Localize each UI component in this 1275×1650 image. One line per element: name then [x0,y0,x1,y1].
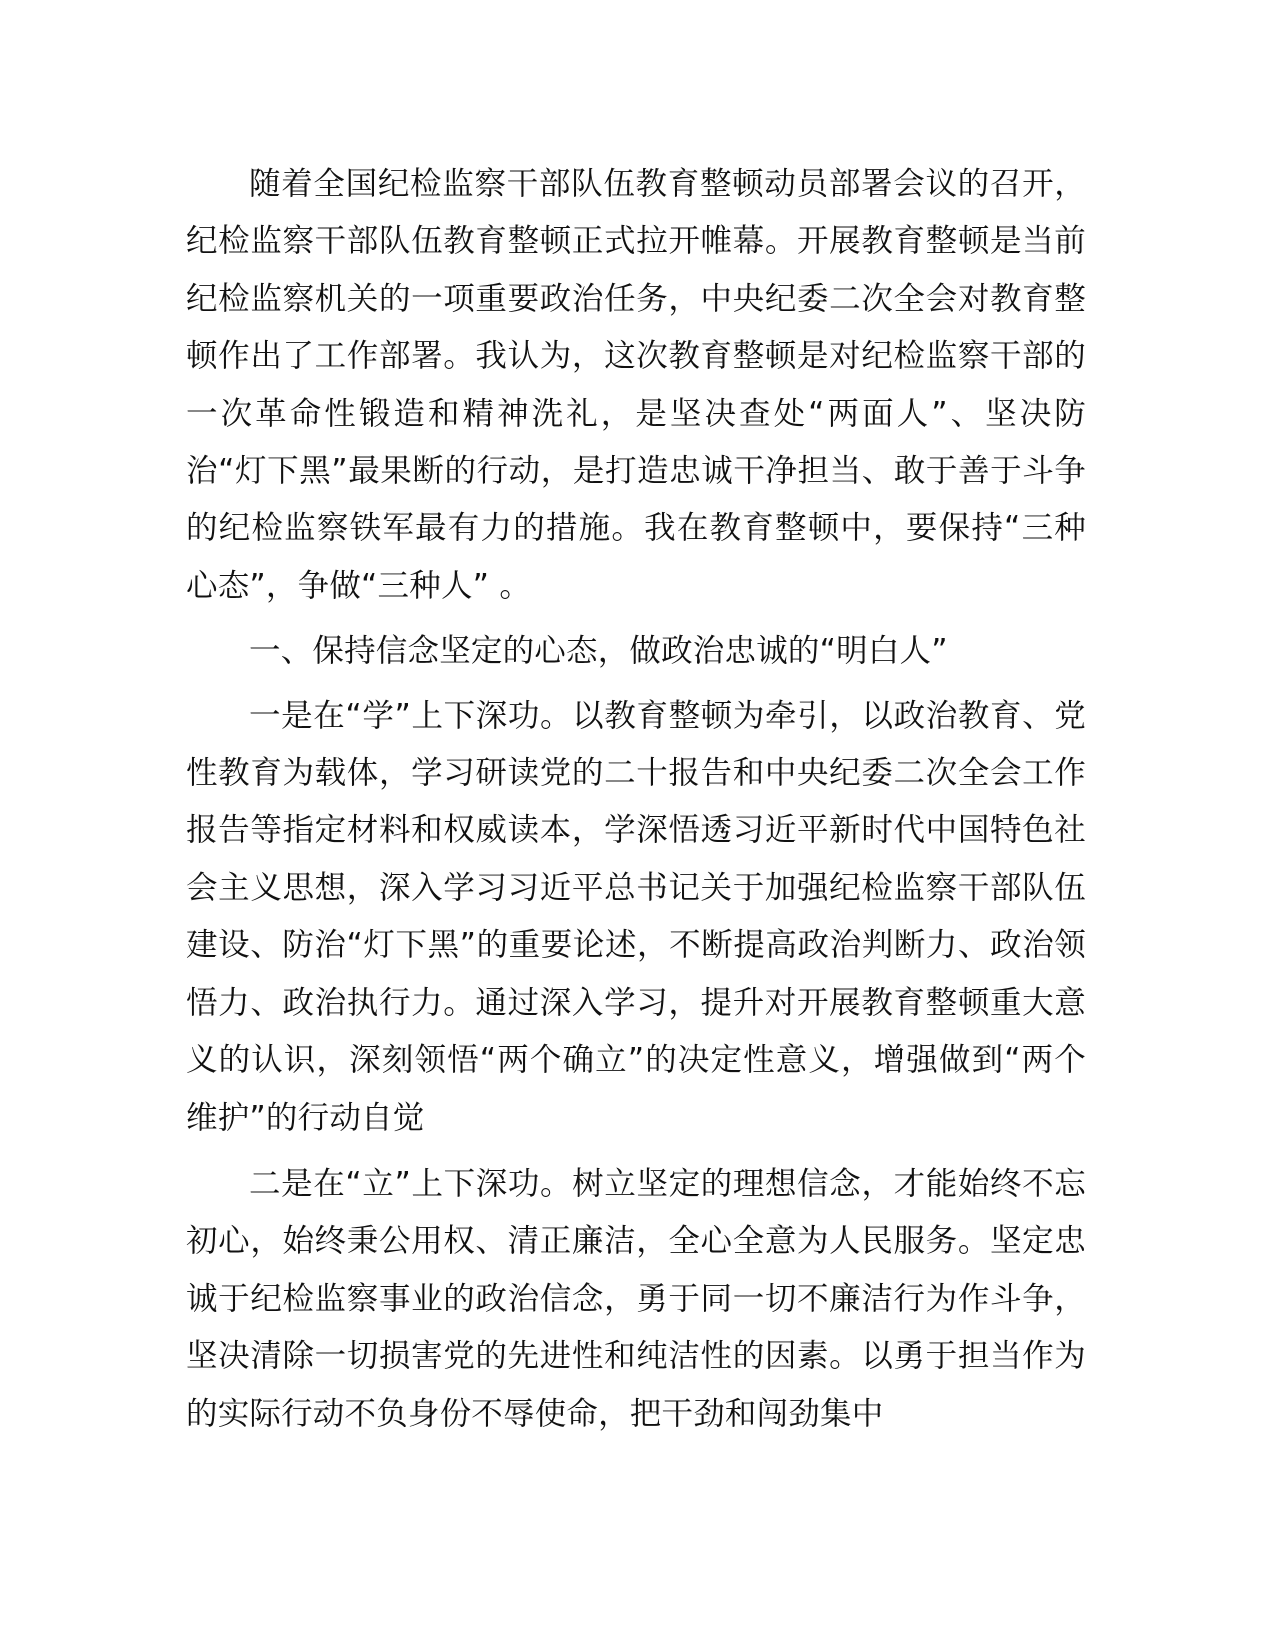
document-body [186,156,1086,1452]
intro-paragraph: 随着全国纪检监察干部队伍教育整顿动员部署会议的召开，纪检监察干部队伍教育整顿正式拉开帷幕。开展教育整顿是当前纪检监察机关的一项重要政治任务，中央纪委二次全会对教育整顿作出了工作部署。我认为，这次教育整顿是对纪检监察干部的一次革命性锻造和精神洗礼，是坚决查处“两面人”、坚决防治“灯下黑”最果断的行动，是打造忠诚干净担当、敢于善于斗争的纪检监察铁军最有力的措施。我在教育整顿中，要保持“三种心态”，争做“三种人” 。 [186,166,1086,604]
body-paragraph-study: 一是在“学”上下深功。以教育整顿为牵引，以政治教育、党性教育为载体，学习研读党的二十报告和中央纪委二次全会工作报告等指定材料和权威读本，学深悟透习近平新时代中国特色社会主义思想，深入学习习近平总书记关于加强纪检监察干部队伍建设、防治“灯下黑”的重要论述，不断提高政治判断力、政治领悟力、政治执行力。通过深入学习，提升对开展教育整顿重大意义的认识，深刻领悟“两个确立”的决定性意义，增强做到“两个维护”的行动自觉 [186,697,1086,1136]
section-heading: 一、保持信念坚定的心态，做政治忠诚的“明白人” [249,633,948,670]
body-paragraph-establish: 二是在“立”上下深功。树立坚定的理想信念，才能始终不忘初心，始终秉公用权、清正廉洁，全心全意为人民服务。坚定忠诚于纪检监察事业的政治信念，勇于同一切不廉洁行为作斗争，坚决清除一切损害党的先进性和纯洁性的因素。以勇于担当作为的实际行动不负身份不辱使命，把干劲和闯劲集中 [186,1165,1086,1432]
